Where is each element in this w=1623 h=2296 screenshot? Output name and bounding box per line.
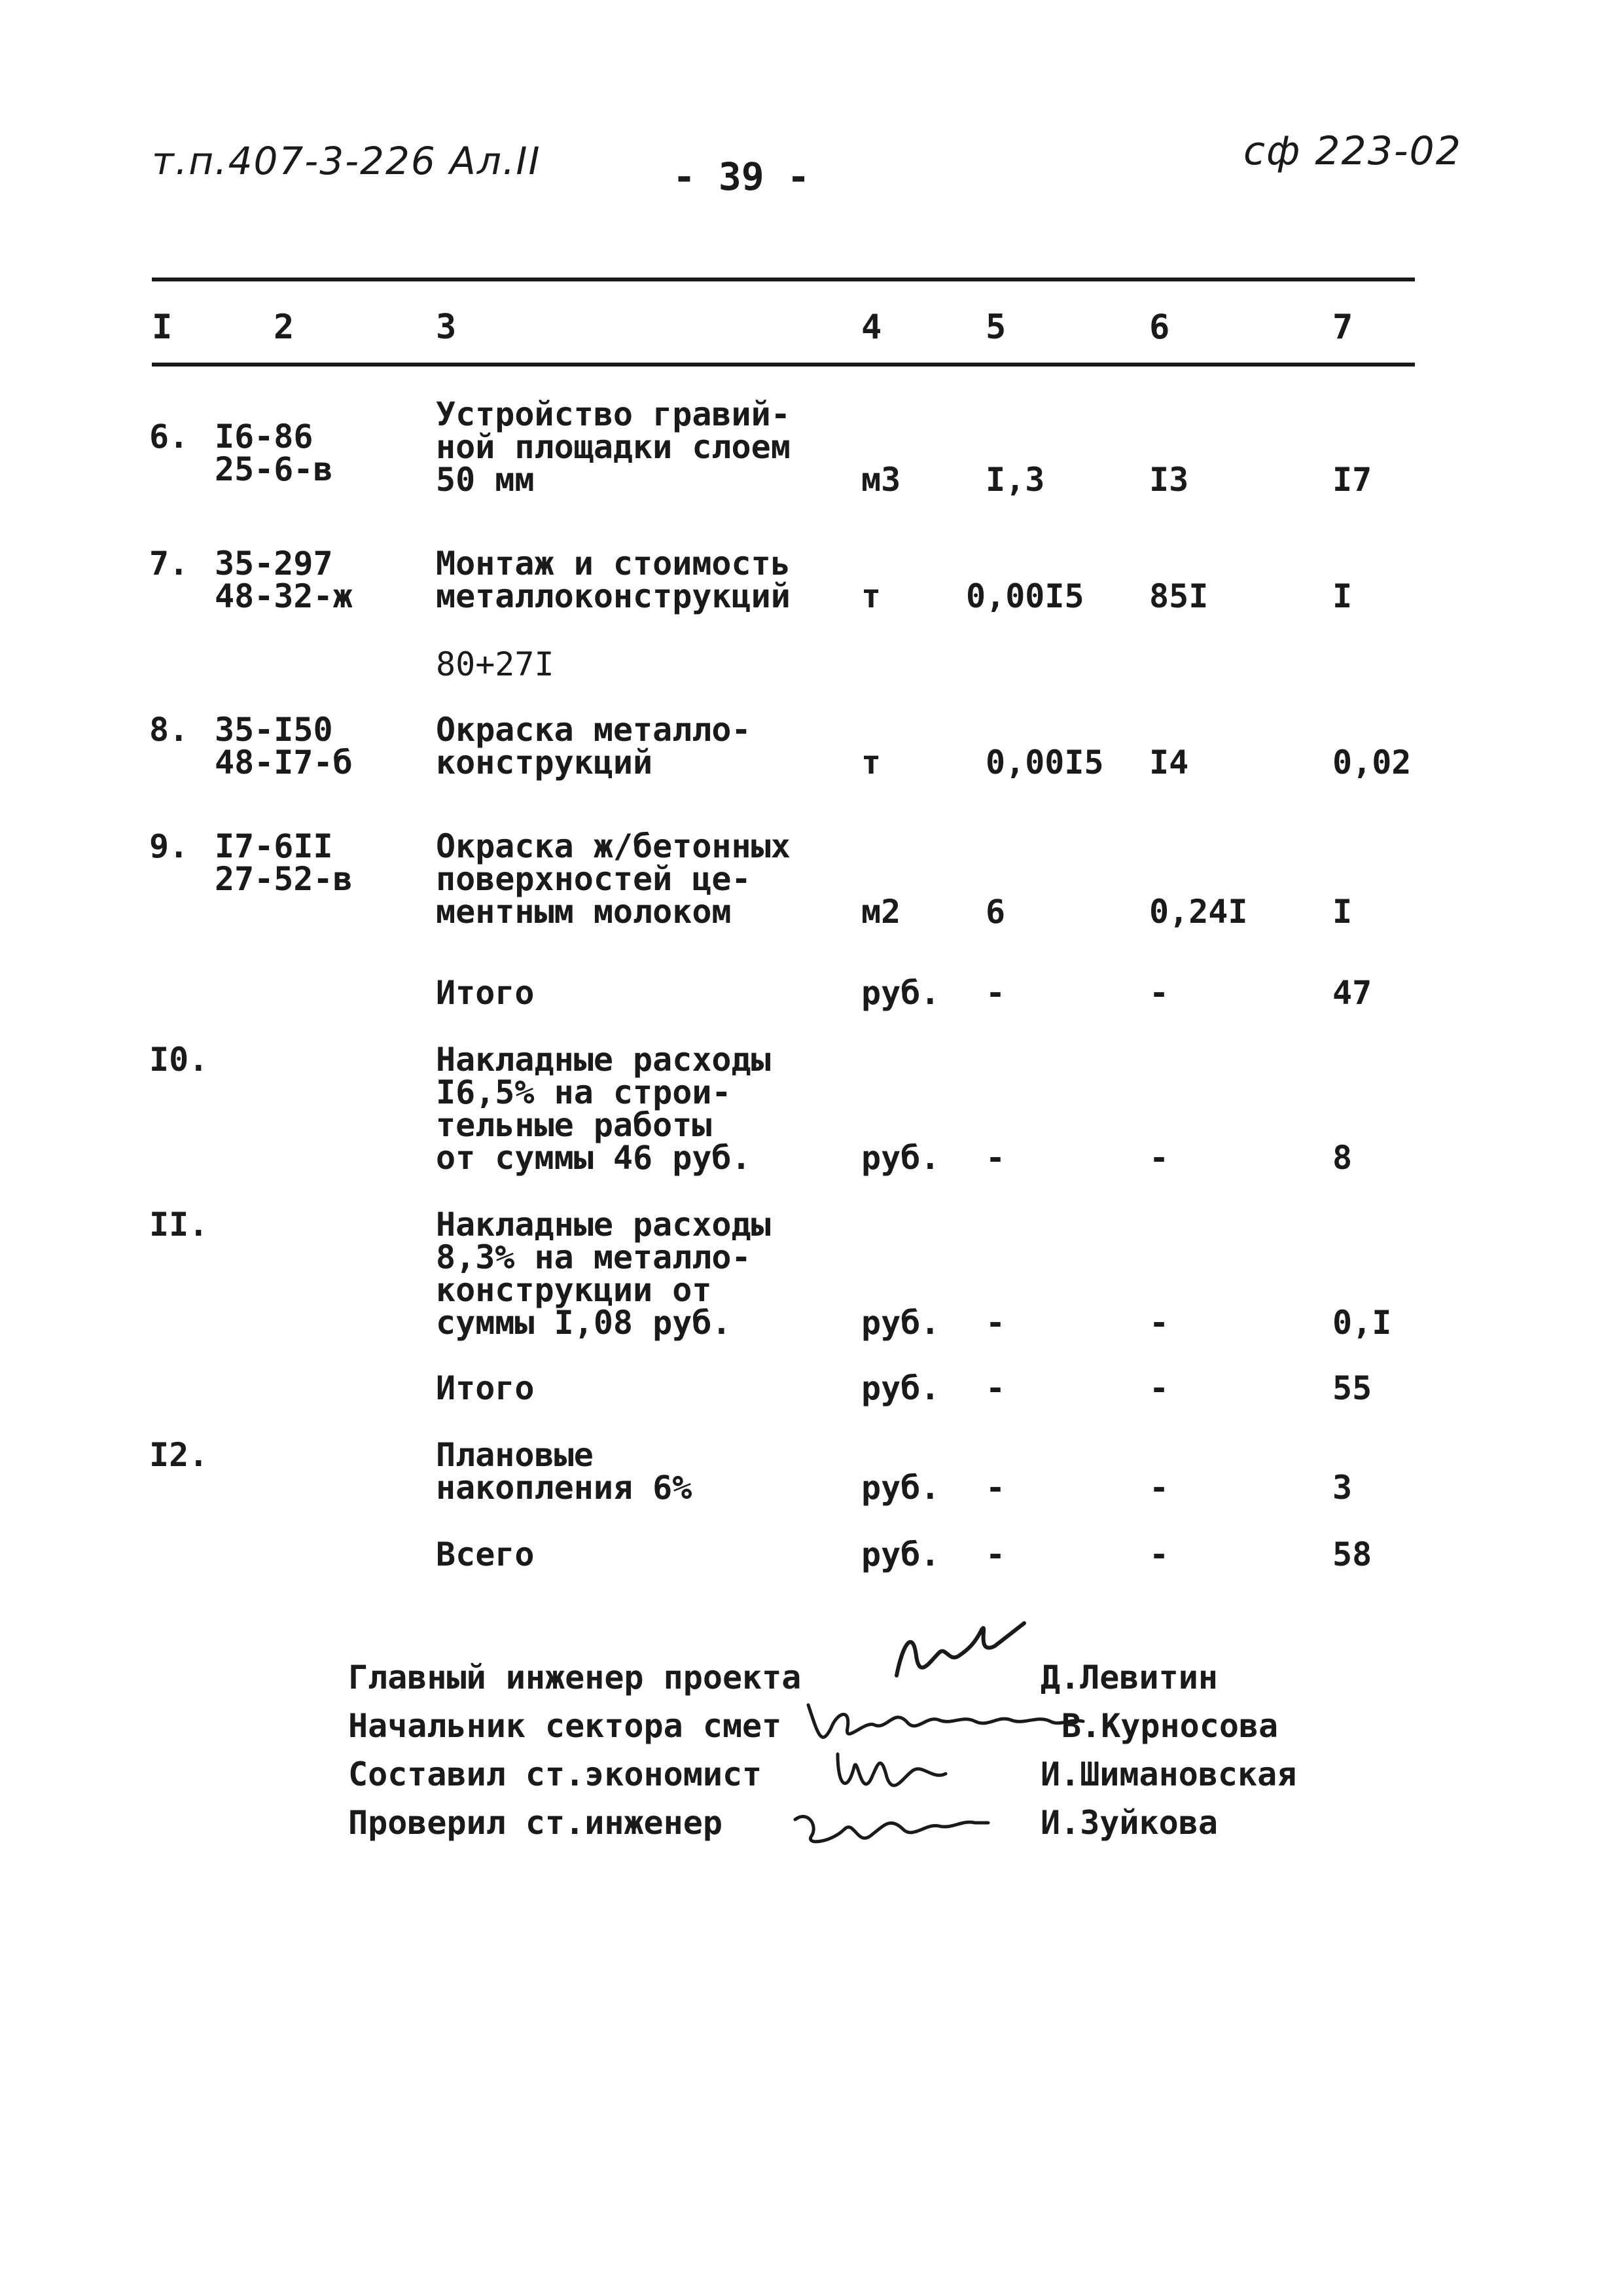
description-line: I6,5% на строи-: [436, 1073, 732, 1111]
column-header-7: 7: [1332, 308, 1353, 347]
description-line: ной площадки слоем: [436, 428, 791, 466]
quantity: -: [986, 1369, 1006, 1407]
norm-code: 27-52-в: [215, 860, 353, 898]
description-line: ментным молоком: [436, 893, 732, 931]
norm-code: 48-32-ж: [215, 577, 353, 615]
unit-price: 85I: [1149, 577, 1209, 615]
column-header-3: 3: [436, 308, 457, 347]
unit-price: -: [1149, 974, 1169, 1012]
norm-codes: [215, 420, 333, 486]
unit: руб.: [861, 1304, 940, 1342]
description-line: Устройство гравий-: [436, 395, 791, 433]
unit: руб.: [861, 1535, 940, 1573]
subtotal-label: Итого: [436, 1369, 535, 1407]
column-header-5: 5: [986, 308, 1007, 347]
unit: м3: [861, 461, 901, 499]
quantity: -: [986, 1535, 1006, 1573]
norm-code: 48-I7-б: [215, 744, 353, 781]
quantity: -: [986, 1139, 1006, 1177]
work-description: [436, 1436, 692, 1507]
row-number: I0.: [149, 1041, 209, 1079]
norm-code: 35-297: [215, 545, 333, 583]
description-line: 8,3% на металло-: [436, 1238, 751, 1276]
signatory-name: Д.Левитин: [1041, 1659, 1218, 1696]
table-top-rule: [152, 278, 1415, 281]
description-line: 50 мм: [436, 461, 535, 499]
grand-total-label: Всего: [436, 1535, 535, 1573]
unit: м2: [861, 893, 901, 931]
description-line: Накладные расходы: [436, 1206, 771, 1244]
work-description: [436, 713, 751, 779]
signatory-role: Главный инженер проекта: [348, 1659, 802, 1696]
document-designation: т.п.407-3-226 Ал.II: [152, 139, 541, 183]
quantity: I,3: [986, 461, 1045, 499]
description-line: конструкций: [436, 744, 653, 781]
norm-code: 35-I50: [215, 711, 333, 749]
description-line: конструкции от: [436, 1271, 712, 1309]
signatory-name: И.Зуйкова: [1041, 1804, 1218, 1842]
row-number: 9.: [149, 827, 189, 865]
work-description: [436, 827, 791, 931]
column-header-6: 6: [1149, 308, 1170, 347]
unit-price: -: [1149, 1469, 1169, 1507]
signatory-role: Начальник сектора смет: [348, 1707, 782, 1745]
handwritten-signature: [785, 1797, 995, 1862]
work-description: [436, 547, 791, 613]
norm-code: I6-86: [215, 418, 313, 456]
total-cost: 0,02: [1332, 744, 1412, 781]
total-cost: I7: [1332, 461, 1372, 499]
unit-price: I3: [1149, 461, 1189, 499]
quantity: 0,00I5: [986, 744, 1104, 781]
quantity: -: [986, 974, 1006, 1012]
signatory-name: В.Курносова: [1061, 1707, 1279, 1745]
signatory-role: Составил ст.экономист: [348, 1755, 762, 1793]
total-cost: 47: [1332, 974, 1372, 1012]
unit: т: [861, 577, 882, 615]
unit-price: -: [1149, 1535, 1169, 1573]
unit: т: [861, 744, 882, 781]
norm-codes: [215, 713, 353, 779]
unit: руб.: [861, 1469, 940, 1507]
document-code: сф 223-02: [1243, 128, 1462, 174]
quantity: -: [986, 1469, 1006, 1507]
total-cost: I: [1332, 577, 1353, 615]
row-number: 8.: [149, 711, 189, 749]
unit-price: -: [1149, 1139, 1169, 1177]
description-line: накопления 6%: [436, 1469, 692, 1507]
description-line: Плановые: [436, 1436, 594, 1474]
norm-codes: [215, 827, 353, 898]
quantity: 6: [986, 893, 1006, 931]
unit-price: I4: [1149, 744, 1189, 781]
norm-codes: [215, 547, 353, 613]
unit: руб.: [861, 1139, 940, 1177]
page-number: - 39 -: [673, 154, 810, 199]
row-number: 6.: [149, 418, 189, 456]
work-description: [436, 395, 791, 499]
handwritten-signature: [883, 1617, 1034, 1695]
row-number: 7.: [149, 545, 189, 583]
column-header-4: 4: [861, 308, 882, 347]
total-cost: 8: [1332, 1139, 1353, 1177]
work-description: [436, 1041, 771, 1177]
subtotal-label: Итого: [436, 974, 535, 1012]
row-number: II.: [149, 1206, 209, 1244]
description-line: Накладные расходы: [436, 1041, 771, 1079]
description-line: поверхностей це-: [436, 860, 751, 898]
unit-price: -: [1149, 1304, 1169, 1342]
unit: руб.: [861, 1369, 940, 1407]
quantity: 0,00I5: [966, 577, 1084, 615]
description-line: Окраска металло-: [436, 711, 751, 749]
unit: руб.: [861, 974, 940, 1012]
table-header-rule: [152, 363, 1415, 367]
description-line: суммы I,08 руб.: [436, 1304, 732, 1342]
signatory-role: Проверил ст.инженер: [348, 1804, 722, 1842]
row-number: I2.: [149, 1436, 209, 1474]
calculation-note: 80+27I: [436, 645, 554, 683]
quantity: -: [986, 1304, 1006, 1342]
description-line: тельные работы: [436, 1106, 712, 1144]
unit-price: -: [1149, 1369, 1169, 1407]
norm-code: 25-6-в: [215, 450, 333, 488]
norm-code: I7-6II: [215, 827, 333, 865]
work-description: [436, 1206, 771, 1342]
description-line: Монтаж и стоимость: [436, 545, 791, 583]
total-cost: 58: [1332, 1535, 1372, 1573]
total-cost: I: [1332, 893, 1353, 931]
total-cost: 0,I: [1332, 1304, 1392, 1342]
description-line: Окраска ж/бетонных: [436, 827, 791, 865]
column-header-1: I: [152, 308, 173, 347]
description-line: от суммы 46 руб.: [436, 1139, 751, 1177]
total-cost: 3: [1332, 1469, 1353, 1507]
column-header-2: 2: [274, 308, 294, 347]
description-line: металлоконструкций: [436, 577, 791, 615]
unit-price: 0,24I: [1149, 893, 1248, 931]
total-cost: 55: [1332, 1369, 1372, 1407]
signatory-name: И.Шимановская: [1041, 1755, 1297, 1793]
